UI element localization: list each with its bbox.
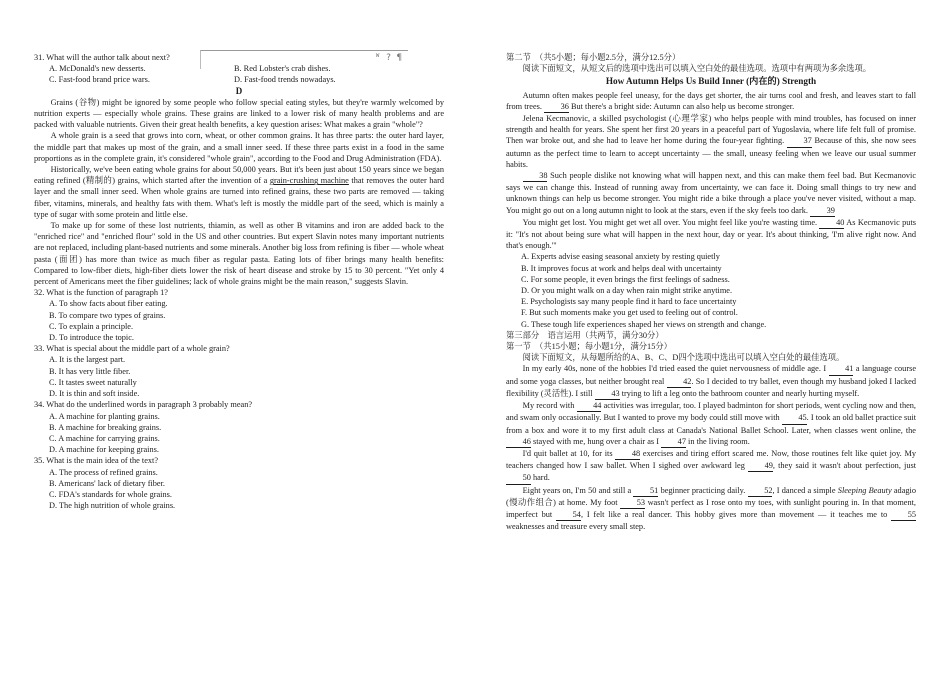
question-31-stem: 31. What will the author talk about next?: [34, 53, 170, 62]
question-35-option-d[interactable]: D. The high nutrition of whole grains.: [49, 501, 176, 511]
blank-44[interactable]: 44: [577, 400, 602, 412]
blank-52[interactable]: 52: [748, 485, 773, 497]
blank-42[interactable]: 42: [667, 376, 692, 388]
question-31-option-d[interactable]: D. Fast-food trends nowadays.: [234, 75, 336, 85]
blank-38[interactable]: 38: [523, 170, 548, 182]
blank-50[interactable]: 50: [506, 472, 531, 484]
passage-d-paragraph-1: Grains (谷物) might be ignored by some people who follow special eating styles, but they're warmly welcomed by nutrition experts — especially whole grains. These grains are linked to a lower risk of many health problems and are packed with valuable nutrients. Given their great health benefits, a key question arises: What makes a grain "whole"?: [34, 97, 444, 130]
cloze-paragraph-1: In my early 40s, none of the hobbies I'd tried eased the quiet nervousness of middle age. I 41 a language course and some yoga classes, but neither brought real 42. So I decided to try ballet, even though my husband joked I lacked flexibility (灵活性). I still 43 trying to lift a leg onto the bathroom counter and nearly hurting myself.: [506, 363, 916, 400]
section-1-heading: 第一节 （共15小题；每小题1分，满分15分）: [506, 342, 672, 352]
choice-option-d[interactable]: D. Or you might walk on a day when rain might strike anytime.: [521, 286, 733, 296]
question-31-option-c[interactable]: C. Fast-food brand price wars.: [49, 75, 150, 85]
choice-option-f[interactable]: F. But such moments make you get used to feeling out of control.: [521, 308, 738, 318]
choice-option-a[interactable]: A. Experts advise easing seasonal anxiety by resting quietly: [521, 252, 720, 262]
blank-53[interactable]: 53: [620, 497, 645, 509]
cloze-paragraph-4: Eight years on, I'm 50 and still a 51 beginner practicing daily. 52, I danced a simple Sleeping Beauty adagio (慢动作组合) at home. My foot 53 wasn't perfect as I rose onto my toes, with sunlight pouring in. In that moment, imperfect but 54, I felt like a real dancer. This hobby gives more than movement — it teaches me to 55 weaknesses and treasure every small step.: [506, 485, 916, 532]
question-33-option-b[interactable]: B. It has very little fiber.: [49, 366, 131, 376]
passage-paragraph-2: Jelena Kecmanovic, a skilled psychologist (心理学家) who helps people with mind troubles, has focused on inner strength and health for years. She spent her first 20 years in a peaceful part of Yugoslavia, where life felt full of promise. Then war broke out, and she had to leave her home during the four-year fighting. 37 Because of this, she now sees autumn as the perfect time to learn to accept uncertainty — the small, uneasy feeling when we leave our usual summer habits.: [506, 114, 916, 169]
section-1-instructions: 阅读下面短文，从每题所给的A、B、C、D四个选项中选出可以填入空白处的最佳选项。: [522, 353, 845, 363]
section-d-heading: D: [235, 85, 243, 96]
cloze-paragraph-2: My record with 44 activities was irregular, too. I played badminton for short periods, went cycling now and then, and swam only occasionally. But I wanted to prove my body could still move with 45. I took an old ballet practice suit from a box and wore it to my first adult class at Canada's National Ballet School. Later, when classes went online, the 46 stayed with me, hung over a chair as I 47 in the living room.: [506, 400, 916, 448]
question-35-option-c[interactable]: C. FDA's standards for whole grains.: [49, 489, 172, 499]
question-33-stem: 33. What is special about the middle part of a whole grain?: [34, 344, 230, 354]
underlined-phrase: grain-crushing machine: [269, 176, 349, 186]
choice-option-b[interactable]: B. It improves focus at work and helps deal with uncertainty: [521, 263, 722, 273]
blank-37[interactable]: 37: [787, 135, 812, 147]
question-34-option-b[interactable]: B. A machine for breaking grains.: [49, 422, 162, 432]
choice-option-c[interactable]: C. For some people, it even brings the first feelings of sadness.: [521, 274, 730, 284]
section-2-heading: 第二节 （共5小题；每小题2.5分，满分12.5分）: [506, 53, 681, 62]
blank-51[interactable]: 51: [633, 485, 658, 497]
choice-option-e[interactable]: E. Psychologists say many people find it hard to face uncertainty: [521, 297, 737, 307]
question-33-option-d[interactable]: D. It is thin and soft inside.: [49, 389, 140, 399]
section-2-instructions: 阅读下面短文，从短文后的选项中选出可以填入空白处的最佳选项。选项中有两项为多余选项。: [522, 64, 872, 74]
handwriting-mark: ᵂ ? ¶: [200, 50, 408, 69]
question-34-option-c[interactable]: C. A machine for carrying grains.: [49, 433, 160, 443]
blank-39[interactable]: 39: [810, 205, 835, 217]
passage-paragraph-1: Autumn often makes people feel uneasy, for the days get shorter, the air turns cool and fresh, and leaves start to fall from trees. 36 But there's a bright side: Autumn can also help us become stronger.: [506, 90, 916, 113]
blank-41[interactable]: 41: [829, 363, 854, 375]
passage-paragraph-4: You might get lost. You might get wet all over. You might feel like you're wasting time. 40 As Kecmanovic puts it: "It's not about being sure what will happen in the next hour, day or year. It's about thinking, 'I'm alive right now. And that's enough.'": [506, 217, 916, 251]
question-32-option-c[interactable]: C. To explain a principle.: [49, 321, 134, 331]
part-3-heading: 第三部分 语言运用（共两节，满分30分）: [506, 330, 664, 340]
question-32-option-b[interactable]: B. To compare two types of grains.: [49, 310, 166, 320]
question-31-option-a[interactable]: A. McDonald's new desserts.: [49, 64, 146, 74]
blank-45[interactable]: 45: [782, 412, 807, 424]
passage-title: How Autumn Helps Us Build Inner (内在的) Strength: [605, 76, 817, 87]
question-31-option-b[interactable]: B. Red Lobster's crab dishes.: [234, 64, 331, 74]
blank-55[interactable]: 55: [891, 509, 916, 521]
passage-paragraph-3: 38 Such people dislike not knowing what will happen next, and this can make them feel bad. But Kecmanovic says we can change this. Instead of running away from uncertainty, we can face it. Doing small things to try new and unknown things can help us become stronger. You might ride a bike through a place you've never visited, without a map. You might go out on a long autumn night to look at the stars, even if the sky feels too dark. 39: [506, 170, 916, 217]
blank-49[interactable]: 49: [748, 460, 773, 472]
question-34-stem: 34. What do the underlined words in paragraph 3 probably mean?: [34, 400, 253, 410]
passage-d-paragraph-2: A whole grain is a seed that grows into corn, wheat, or other common grains. It has three parts: the outer hard layer, the middle part that makes up most of the grain, and a small inner seed. If these three parts exist in a food in the same proportions as in the complete grain, it's considered "whole grain", according to the Food and Drug Administration (FDA).: [34, 131, 444, 163]
left-column: [34, 52, 444, 622]
question-33-option-a[interactable]: A. It is the largest part.: [49, 355, 126, 365]
passage-d-paragraph-3: Historically, we've been eating whole grains for about 50,000 years. But it's been just about 150 years since we began eating refined (精制的) grains, which started after the invention of a grain-crushing machine that removes the outer hard layer and the small inner seed. When whole grains are turned into refined grains, these two parts are removed — taking fiber, vitamins, minerals, and healthy fats with them. What's left is mostly the middle part of the seed, which is mainly a type of sugar with some protein and little else.: [34, 165, 444, 219]
question-31-options-row2: [34, 74, 444, 85]
blank-40[interactable]: 40: [819, 217, 844, 229]
question-31-options-row1: [34, 63, 444, 74]
question-32-option-a[interactable]: A. To show facts about fiber eating.: [49, 299, 168, 309]
italic-title: Sleeping Beauty: [837, 485, 892, 495]
question-34-option-a[interactable]: A. A machine for planting grains.: [49, 411, 160, 421]
blank-48[interactable]: 48: [615, 448, 640, 460]
blank-43[interactable]: 43: [595, 388, 620, 400]
passage-d-paragraph-4: To make up for some of these lost nutrients, thiamin, as well as other B vitamins and iron are added back to the "enriched rice" and "enriched flour" sold in the US and other countries. But expert Slavin notes many important nutrients are not replaced, including plant-based nutrients and some minerals. Another big loss from refining is fiber — whole wheat pasta (面团) has more than twice as much fiber as regular pasta. Eating lots of fiber brings many health benefits: Compared to low-fiber diets, high-fiber diets lower the risk of heart disease and stroke by 15 to 30 percent. "Yet only 4 percent of Americans meet the fiber guidelines; lack of whole grains might be the main reason," suggests Slavin.: [34, 221, 444, 287]
question-35-option-b[interactable]: B. Americans' lack of dietary fiber.: [49, 478, 165, 488]
question-35-option-a[interactable]: A. The process of refined grains.: [49, 467, 158, 477]
question-32-stem: 32. What is the function of paragraph 1?: [34, 288, 168, 298]
blank-36[interactable]: 36: [544, 101, 569, 113]
choice-option-g[interactable]: G. These tough life experiences shaped her views on strength and change.: [521, 319, 767, 329]
question-32-option-d[interactable]: D. To introduce the topic.: [49, 333, 134, 343]
question-35-stem: 35. What is the main idea of the text?: [34, 456, 159, 466]
right-column: [506, 52, 916, 622]
blank-54[interactable]: 54: [556, 509, 581, 521]
question-33-option-c[interactable]: C. It tastes sweet naturally: [49, 377, 137, 387]
blank-46[interactable]: 46: [506, 436, 531, 448]
question-34-option-d[interactable]: D. A machine for keeping grains.: [49, 445, 159, 455]
blank-47[interactable]: 47: [661, 436, 686, 448]
cloze-paragraph-3: I'd quit ballet at 10, for its 48 exercises and tiring effort scared me. Now, those routines felt like quiet joy. My teachers changed how I saw ballet. When I sighed over awkward leg 49, they said it wasn't about perfection, just 50 hard.: [506, 448, 916, 485]
